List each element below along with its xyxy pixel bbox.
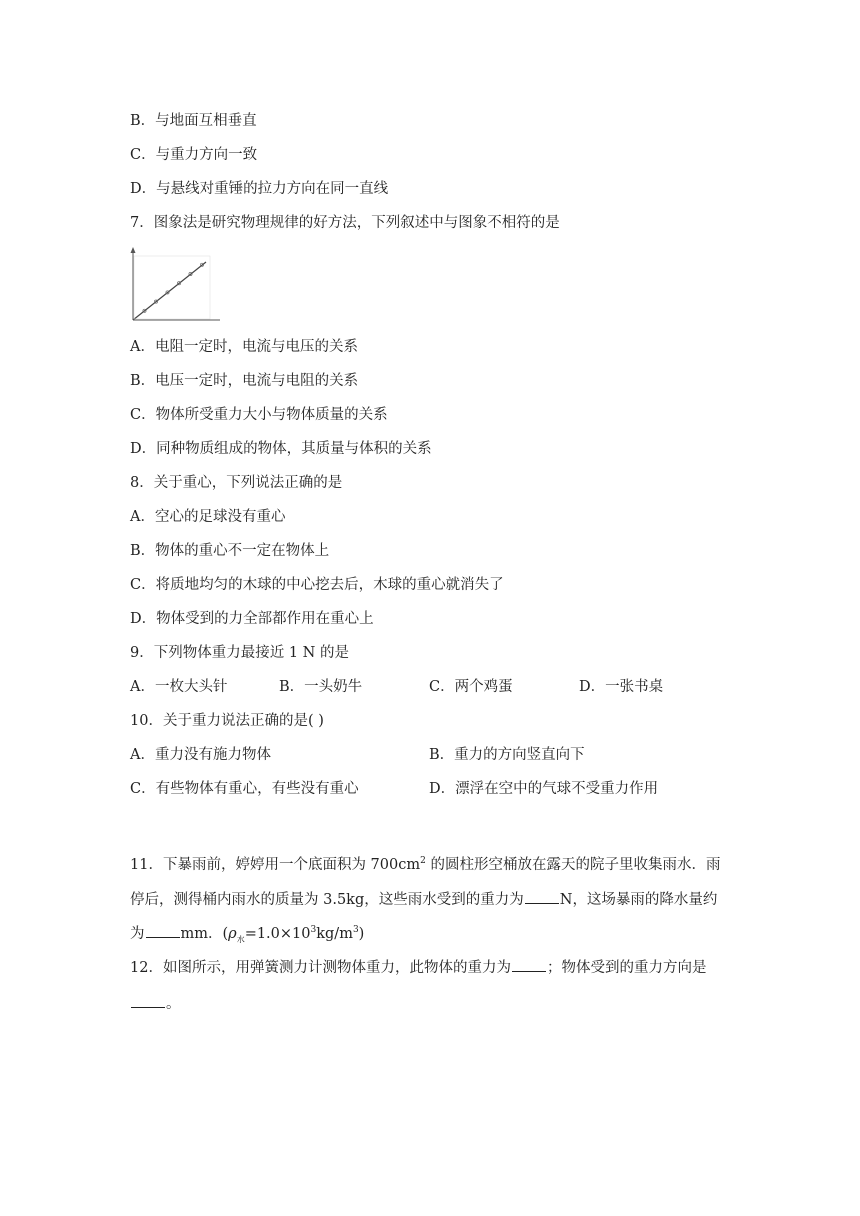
q10-stem: 10．关于重力说法正确的是( ): [130, 713, 324, 729]
q10-option-c: C．有些物体有重心，有些没有重心: [130, 781, 359, 797]
answer-blank: [131, 993, 165, 1008]
q6-option-b: B．与地面互相垂直: [130, 113, 257, 129]
q11-line3: 为 mm．$(\rho_水=1.0\times 10^3kg/m^3)$: [130, 923, 364, 944]
q8-stem: 8．关于重心，下列说法正确的是: [130, 475, 343, 491]
q11-line2: 停后，测得桶内雨水的质量为 3.5kg，这些雨水受到的重力为 N，这场暴雨的降水量约: [130, 889, 717, 910]
answer-blank: [525, 889, 559, 904]
q11-line1: 11．下暴雨前，婷婷用一个底面积为 $700cm^2$ 的圆柱形空桶放在露天的院子里收集雨水．雨: [130, 856, 721, 873]
q10-option-d: D．漂浮在空中的气球不受重力作用: [429, 781, 659, 797]
q6-option-d: D．与悬线对重锤的拉力方向在同一直线: [130, 181, 389, 197]
q7-option-b: B．电压一定时，电流与电阻的关系: [130, 373, 359, 389]
q7-graph: [126, 246, 226, 326]
q9-option-c: C．两个鸡蛋: [429, 679, 513, 695]
trend-line: [133, 262, 206, 320]
q6-option-c: C．与重力方向一致: [130, 147, 258, 163]
q7-stem: 7．图象法是研究物理规律的好方法，下列叙述中与图象不相符的是: [130, 215, 560, 231]
q10-option-a: A．重力没有施力物体: [130, 747, 271, 763]
q9-option-d: D．一张书桌: [579, 679, 664, 695]
q8-option-b: B．物体的重心不一定在物体上: [130, 543, 330, 559]
y-axis-arrow: [131, 247, 136, 253]
q7-option-c: C．物体所受重力大小与物体质量的关系: [130, 407, 388, 423]
q7-option-a: A．电阻一定时，电流与电压的关系: [130, 339, 358, 355]
answer-blank: [146, 923, 180, 938]
q8-option-d: D．物体受到的力全部都作用在重心上: [130, 611, 374, 627]
q9-option-b: B．一头奶牛: [279, 679, 363, 695]
q10-option-b: B．重力的方向竖直向下: [429, 747, 585, 763]
q12-line1: 12．如图所示，用弹簧测力计测物体重力，此物体的重力为 ；物体受到的重力方向是: [130, 957, 706, 978]
q9-option-a: A．一枚大头针: [130, 679, 228, 695]
q8-option-a: A．空心的足球没有重心: [130, 509, 286, 525]
q9-stem: 9．下列物体重力最接近 1 N 的是: [130, 645, 349, 661]
q8-option-c: C．将质地均匀的木球的中心挖去后，木球的重心就消失了: [130, 577, 504, 593]
q12-line2: 。: [130, 993, 181, 1014]
q7-option-d: D．同种物质组成的物体，其质量与体积的关系: [130, 441, 432, 457]
answer-blank: [512, 957, 546, 972]
